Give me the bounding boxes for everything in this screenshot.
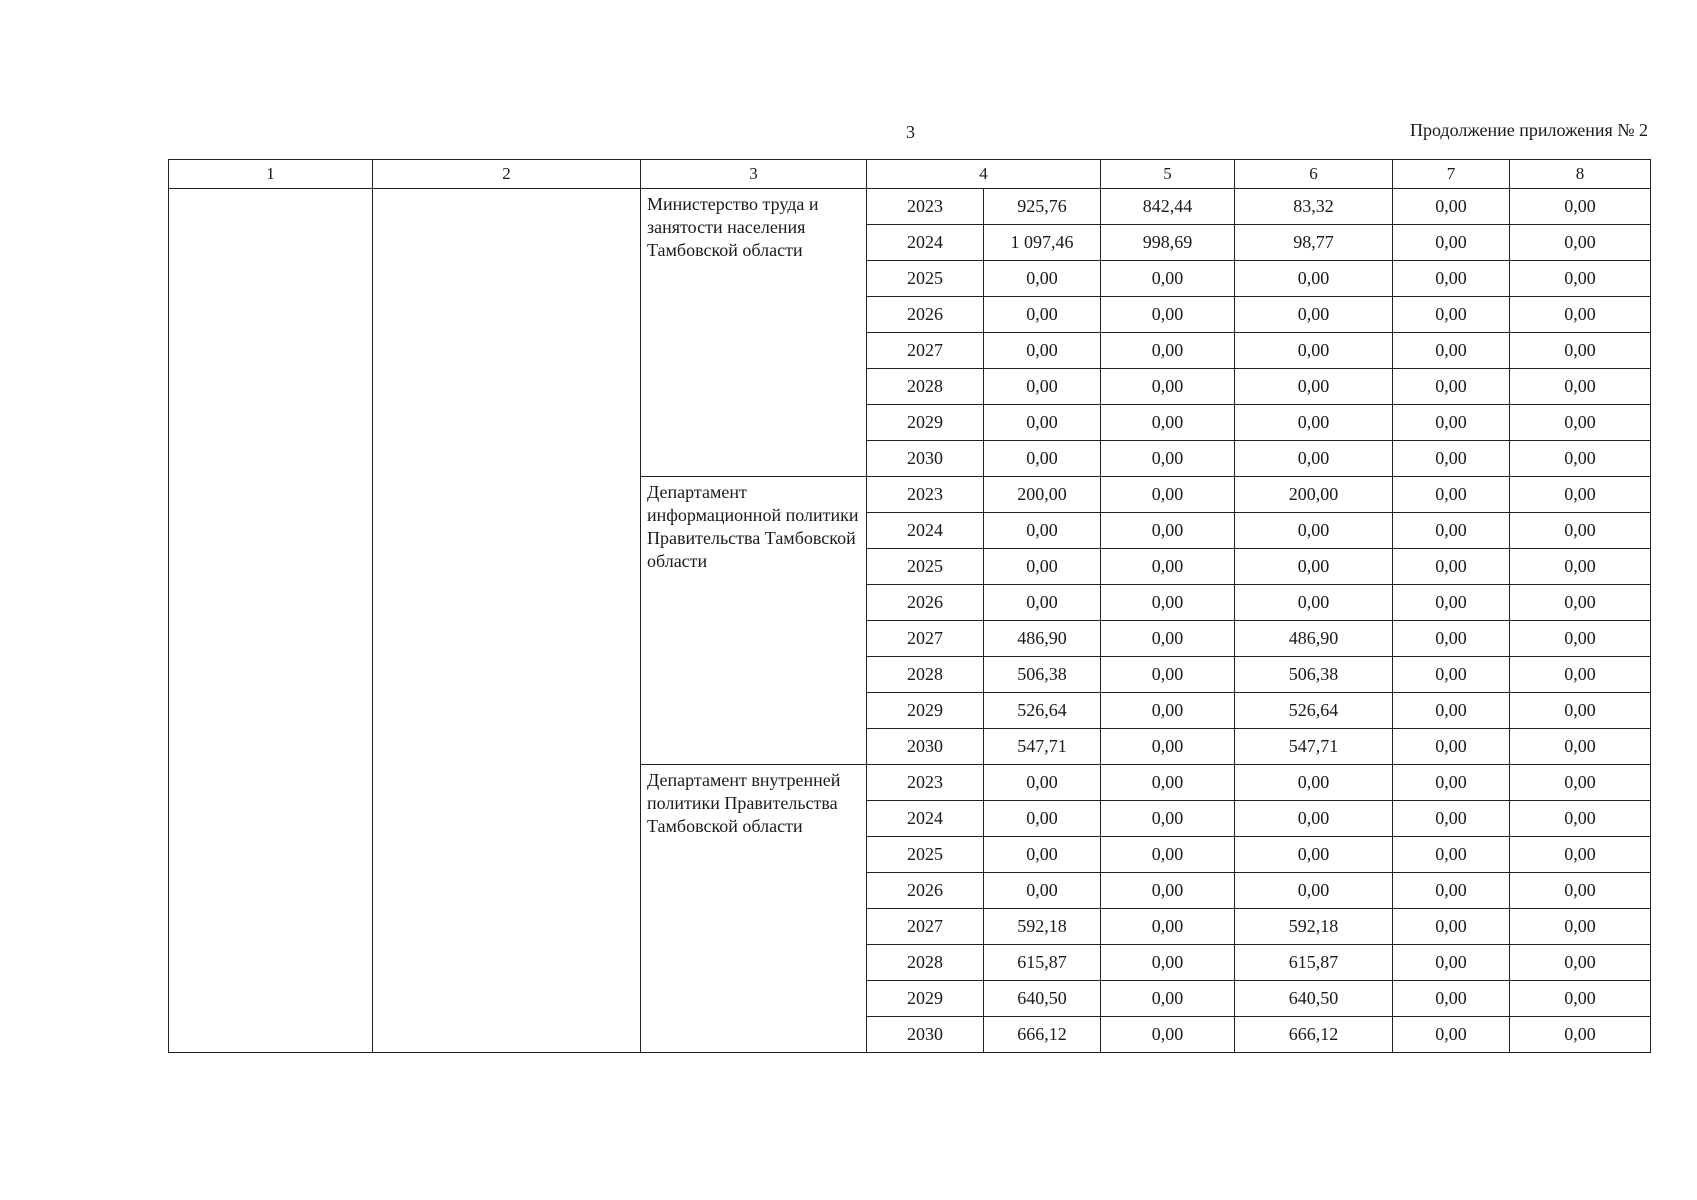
- column-5-cell: 0,00: [1101, 945, 1235, 981]
- column-8-cell: 0,00: [1510, 945, 1651, 981]
- column-6-cell: 98,77: [1235, 225, 1393, 261]
- total-cell: 0,00: [984, 333, 1101, 369]
- total-cell: 200,00: [984, 477, 1101, 513]
- year-cell: 2024: [867, 225, 984, 261]
- column-5-cell: 0,00: [1101, 405, 1235, 441]
- column-8-cell: 0,00: [1510, 1017, 1651, 1053]
- column-5-cell: 0,00: [1101, 441, 1235, 477]
- total-cell: 0,00: [984, 585, 1101, 621]
- total-cell: 615,87: [984, 945, 1101, 981]
- total-cell: 592,18: [984, 909, 1101, 945]
- year-cell: 2027: [867, 909, 984, 945]
- total-cell: 0,00: [984, 513, 1101, 549]
- year-cell: 2023: [867, 189, 984, 225]
- column-7-cell: 0,00: [1393, 621, 1510, 657]
- column-8-cell: 0,00: [1510, 405, 1651, 441]
- column-6-cell: 0,00: [1235, 549, 1393, 585]
- year-cell: 2023: [867, 477, 984, 513]
- column-6-cell: 0,00: [1235, 765, 1393, 801]
- column-5-cell: 0,00: [1101, 297, 1235, 333]
- column-6-cell: 640,50: [1235, 981, 1393, 1017]
- column-6-cell: 0,00: [1235, 513, 1393, 549]
- column-6-cell: 0,00: [1235, 369, 1393, 405]
- organization-name: Министерство труда и занятости населения Тамбовской области: [641, 189, 867, 477]
- column-8-cell: 0,00: [1510, 513, 1651, 549]
- column-8-cell: 0,00: [1510, 729, 1651, 765]
- year-cell: 2028: [867, 657, 984, 693]
- page-number: 3: [906, 122, 915, 142]
- column-header: 5: [1101, 160, 1235, 189]
- total-cell: 0,00: [984, 441, 1101, 477]
- year-cell: 2029: [867, 693, 984, 729]
- year-cell: 2024: [867, 513, 984, 549]
- column-7-cell: 0,00: [1393, 369, 1510, 405]
- column-header: 8: [1510, 160, 1651, 189]
- column-8-cell: 0,00: [1510, 765, 1651, 801]
- year-cell: 2028: [867, 369, 984, 405]
- column-7-cell: 0,00: [1393, 1017, 1510, 1053]
- column-6-cell: 615,87: [1235, 945, 1393, 981]
- column-8-cell: 0,00: [1510, 441, 1651, 477]
- year-cell: 2029: [867, 981, 984, 1017]
- column-5-cell: 0,00: [1101, 837, 1235, 873]
- column-6-cell: 0,00: [1235, 441, 1393, 477]
- column-header: 6: [1235, 160, 1393, 189]
- column-6-cell: 0,00: [1235, 873, 1393, 909]
- column-5-cell: 0,00: [1101, 261, 1235, 297]
- total-cell: 1 097,46: [984, 225, 1101, 261]
- organization-name: Департамент информационной политики Правительства Тамбовской области: [641, 477, 867, 765]
- column-8-cell: 0,00: [1510, 261, 1651, 297]
- column-8-cell: 0,00: [1510, 477, 1651, 513]
- column-5-cell: 0,00: [1101, 801, 1235, 837]
- column-7-cell: 0,00: [1393, 657, 1510, 693]
- column-5-cell: 0,00: [1101, 981, 1235, 1017]
- column-8-cell: 0,00: [1510, 297, 1651, 333]
- year-cell: 2029: [867, 405, 984, 441]
- year-cell: 2030: [867, 729, 984, 765]
- column-6-cell: 0,00: [1235, 837, 1393, 873]
- column-8-cell: 0,00: [1510, 225, 1651, 261]
- column-8-cell: 0,00: [1510, 369, 1651, 405]
- column-8-cell: 0,00: [1510, 549, 1651, 585]
- column-7-cell: 0,00: [1393, 801, 1510, 837]
- column-5-cell: 0,00: [1101, 1017, 1235, 1053]
- column-header: 1: [169, 160, 373, 189]
- total-cell: 0,00: [984, 765, 1101, 801]
- column-5-cell: 842,44: [1101, 189, 1235, 225]
- column-5-cell: 0,00: [1101, 765, 1235, 801]
- total-cell: 506,38: [984, 657, 1101, 693]
- column-5-cell: 0,00: [1101, 513, 1235, 549]
- column-6-cell: 200,00: [1235, 477, 1393, 513]
- column-5-cell: 0,00: [1101, 657, 1235, 693]
- column-7-cell: 0,00: [1393, 405, 1510, 441]
- total-cell: 0,00: [984, 405, 1101, 441]
- total-cell: 0,00: [984, 369, 1101, 405]
- column-8-cell: 0,00: [1510, 693, 1651, 729]
- continuation-label: Продолжение приложения № 2: [1409, 120, 1648, 140]
- total-cell: 0,00: [984, 873, 1101, 909]
- total-cell: 925,76: [984, 189, 1101, 225]
- year-cell: 2030: [867, 441, 984, 477]
- column-7-cell: 0,00: [1393, 261, 1510, 297]
- year-cell: 2030: [867, 1017, 984, 1053]
- column-7-cell: 0,00: [1393, 297, 1510, 333]
- column-7-cell: 0,00: [1393, 441, 1510, 477]
- column-7-cell: 0,00: [1393, 225, 1510, 261]
- year-cell: 2025: [867, 837, 984, 873]
- column-5-cell: 0,00: [1101, 693, 1235, 729]
- column-6-cell: 0,00: [1235, 261, 1393, 297]
- total-cell: 0,00: [984, 801, 1101, 837]
- column-7-cell: 0,00: [1393, 909, 1510, 945]
- column-8-cell: 0,00: [1510, 657, 1651, 693]
- table-row: [169, 189, 1651, 225]
- year-cell: 2027: [867, 333, 984, 369]
- column-5-cell: 0,00: [1101, 621, 1235, 657]
- column-7-cell: 0,00: [1393, 477, 1510, 513]
- column-5-cell: 0,00: [1101, 585, 1235, 621]
- total-cell: 0,00: [984, 549, 1101, 585]
- column-6-cell: 0,00: [1235, 585, 1393, 621]
- year-cell: 2025: [867, 261, 984, 297]
- column-7-cell: 0,00: [1393, 693, 1510, 729]
- column-header: 7: [1393, 160, 1510, 189]
- table-body: [169, 189, 1651, 1053]
- year-cell: 2026: [867, 873, 984, 909]
- column-6-cell: 506,38: [1235, 657, 1393, 693]
- column-6-cell: 526,64: [1235, 693, 1393, 729]
- budget-table: [168, 159, 1651, 1053]
- column-7-cell: 0,00: [1393, 765, 1510, 801]
- column-7-cell: 0,00: [1393, 333, 1510, 369]
- column-8-cell: 0,00: [1510, 873, 1651, 909]
- column-header: 3: [641, 160, 867, 189]
- column-7-cell: 0,00: [1393, 513, 1510, 549]
- column-6-cell: 0,00: [1235, 333, 1393, 369]
- column-6-cell: 0,00: [1235, 801, 1393, 837]
- year-cell: 2025: [867, 549, 984, 585]
- column-8-cell: 0,00: [1510, 585, 1651, 621]
- year-cell: 2026: [867, 297, 984, 333]
- column-5-cell: 998,69: [1101, 225, 1235, 261]
- column-7-cell: 0,00: [1393, 873, 1510, 909]
- column-number-row: [169, 160, 1651, 189]
- total-cell: 0,00: [984, 837, 1101, 873]
- column-8-cell: 0,00: [1510, 189, 1651, 225]
- column-6-cell: 666,12: [1235, 1017, 1393, 1053]
- column-6-cell: 0,00: [1235, 297, 1393, 333]
- column-5-cell: 0,00: [1101, 477, 1235, 513]
- total-cell: 0,00: [984, 297, 1101, 333]
- column-5-cell: 0,00: [1101, 729, 1235, 765]
- column-5-cell: 0,00: [1101, 549, 1235, 585]
- column-8-cell: 0,00: [1510, 801, 1651, 837]
- column-5-cell: 0,00: [1101, 873, 1235, 909]
- column-header: 2: [373, 160, 641, 189]
- year-cell: 2024: [867, 801, 984, 837]
- column-7-cell: 0,00: [1393, 837, 1510, 873]
- column-8-cell: 0,00: [1510, 981, 1651, 1017]
- column-7-cell: 0,00: [1393, 981, 1510, 1017]
- column-5-cell: 0,00: [1101, 369, 1235, 405]
- column-8-cell: 0,00: [1510, 333, 1651, 369]
- year-cell: 2023: [867, 765, 984, 801]
- column-7-cell: 0,00: [1393, 945, 1510, 981]
- column-8-cell: 0,00: [1510, 909, 1651, 945]
- year-cell: 2026: [867, 585, 984, 621]
- column-header: 4: [867, 160, 1101, 189]
- column-7-cell: 0,00: [1393, 549, 1510, 585]
- total-cell: 486,90: [984, 621, 1101, 657]
- total-cell: 0,00: [984, 261, 1101, 297]
- column-6-cell: 83,32: [1235, 189, 1393, 225]
- column-7-cell: 0,00: [1393, 585, 1510, 621]
- column-7-cell: 0,00: [1393, 729, 1510, 765]
- year-cell: 2028: [867, 945, 984, 981]
- column-6-cell: 0,00: [1235, 405, 1393, 441]
- column-8-cell: 0,00: [1510, 837, 1651, 873]
- column-6-cell: 547,71: [1235, 729, 1393, 765]
- total-cell: 640,50: [984, 981, 1101, 1017]
- column-6-cell: 486,90: [1235, 621, 1393, 657]
- total-cell: 547,71: [984, 729, 1101, 765]
- column-6-cell: 592,18: [1235, 909, 1393, 945]
- organization-name: Департамент внутренней политики Правительства Тамбовской области: [641, 765, 867, 1053]
- column-8-cell: 0,00: [1510, 621, 1651, 657]
- column-2-cell: [373, 189, 641, 1053]
- year-cell: 2027: [867, 621, 984, 657]
- total-cell: 526,64: [984, 693, 1101, 729]
- column-5-cell: 0,00: [1101, 333, 1235, 369]
- total-cell: 666,12: [984, 1017, 1101, 1053]
- column-5-cell: 0,00: [1101, 909, 1235, 945]
- column-7-cell: 0,00: [1393, 189, 1510, 225]
- column-1-cell: [169, 189, 373, 1053]
